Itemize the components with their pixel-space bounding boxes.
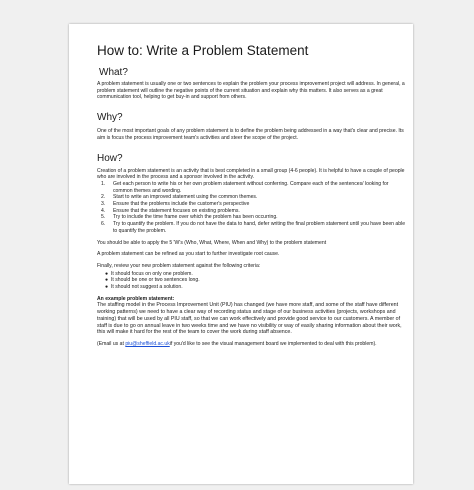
step-item — [101, 201, 407, 208]
step-text: Ensure that the problems include the customer's perspective — [113, 201, 250, 208]
document-title: How to: Write a Problem Statement — [97, 43, 309, 58]
criteria-item — [105, 270, 407, 278]
step-item — [101, 221, 407, 234]
criteria-intro: Finally, review your new problem statement against the following criteria: — [97, 262, 261, 269]
step-item — [101, 181, 407, 194]
criteria-text: It should not suggest a solution. — [111, 284, 183, 291]
step-item — [101, 208, 407, 215]
step-text: Try to quantify the problem. If you do not have the data to hand, defer writing the final problem statement until you have been able to quantify the problem. — [113, 221, 406, 234]
closing-suffix: if you'd like to see the visual management board we implemented to deal with this problem). — [169, 340, 377, 347]
email-link[interactable]: piu@sheffield.ac.uk — [125, 340, 170, 347]
how-heading: How? — [97, 152, 123, 164]
bullet-icon: ● — [105, 284, 109, 291]
what-paragraph: A problem statement is usually one or two sentences to explain the problem your process improvement project will address. In general, a problem statement will outline the negative points of the current situation and explain why this matters. It also serves as a great communication tool, helping to get buy-in and support from others. — [97, 81, 405, 101]
step-text: Start to write an improved statement using the common themes. — [113, 194, 258, 201]
what-heading: What? — [99, 67, 128, 78]
criteria-item — [105, 284, 407, 291]
why-heading: Why? — [97, 112, 123, 124]
step-number: 6. — [101, 221, 106, 228]
how-intro-paragraph: Creation of a problem statement is an activity that is best completed in a small group (4-6 people). It is helpful to have a couple of people who are involved in the process and a sponsor involved in the activity. — [97, 167, 405, 181]
step-item — [101, 214, 407, 221]
closing-paragraph — [97, 341, 407, 348]
why-paragraph: One of the most important goals of any problem statement is to define the problem being addressed in a way that's clear and precise. Its aim is focus the process improvement team's activities and steer the scope of the project. — [97, 128, 404, 141]
criteria-list — [97, 271, 407, 291]
bullet-icon: ● — [105, 277, 109, 284]
example-heading: An example problem statement: — [97, 295, 175, 302]
step-number: 5. — [101, 214, 106, 221]
refine-paragraph: A problem statement can be refined as you start to further investigate root cause. — [97, 251, 280, 258]
five-ws-paragraph: You should be able to apply the 5 'W's (Who, What, Where, When and Why) to the problem statement — [97, 239, 327, 246]
closing-prefix: (Email us at — [97, 340, 126, 347]
criteria-item — [105, 277, 407, 284]
step-text: Ensure that the statement focuses on existing problems. — [113, 207, 240, 214]
criteria-text: It should focus on only one problem. — [111, 270, 193, 277]
step-text: Try to include the time frame over which the problem has been occurring. — [113, 214, 278, 221]
step-item — [101, 194, 407, 201]
how-steps-list — [97, 181, 407, 235]
document-page — [69, 24, 413, 484]
document-content — [97, 43, 407, 348]
bullet-icon: ● — [105, 270, 109, 277]
criteria-text: It should be one or two sentences long. — [111, 277, 200, 284]
step-number: 3. — [101, 201, 106, 208]
step-text: Get each person to write his or her own problem statement without conferring. Compare each of the sentences/ looking for common themes and wording. — [113, 180, 389, 194]
step-number: 4. — [101, 207, 106, 214]
example-paragraph: The staffing model in the Process Improvement Unit (PIU) has changed (we have more staff, and some of the staff have different working patterns) we need to have a clear way of recording status and stage of our business activities (projects, workshops and training) that will be used by all PIU staff, so that we can work effectively and provide good service to our customers. A member of staff is due to go on annual leave in two weeks time and we have no visibility or way of easily sharing information about their work, this will make it hard for the rest of the team to cover the work during staff absence. — [97, 302, 402, 336]
step-number: 2. — [101, 194, 106, 201]
step-number: 1. — [101, 180, 106, 187]
